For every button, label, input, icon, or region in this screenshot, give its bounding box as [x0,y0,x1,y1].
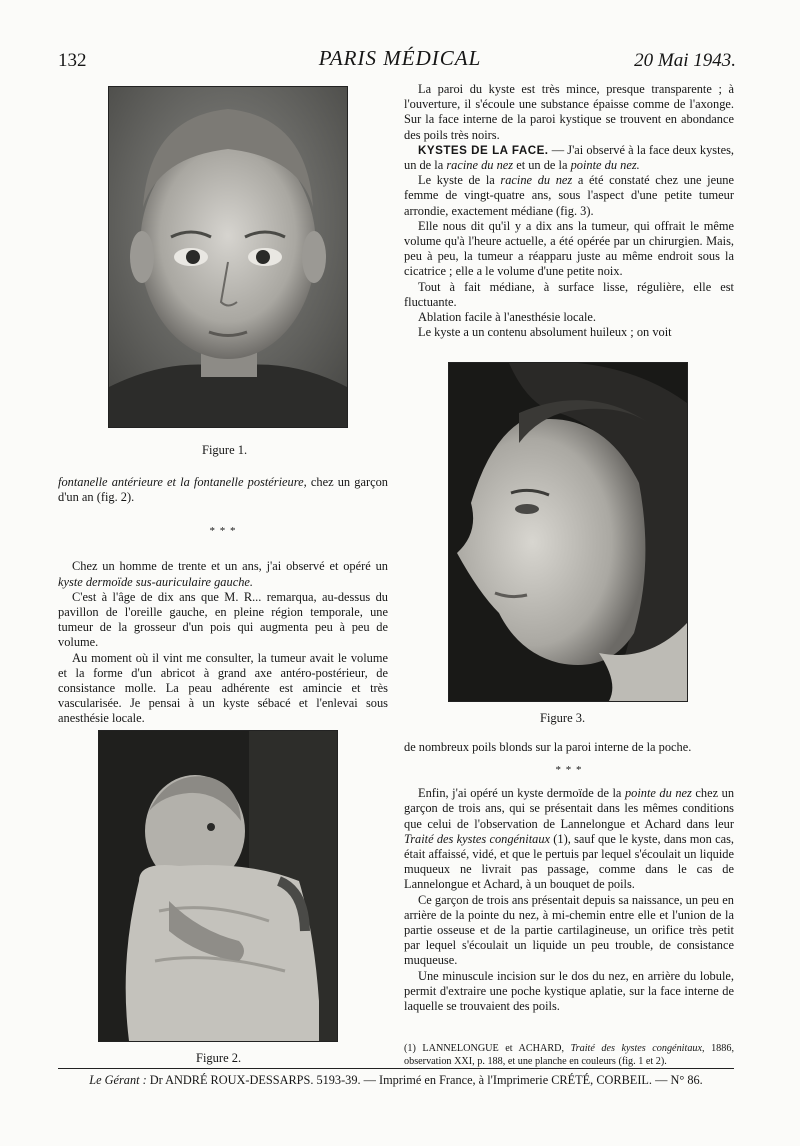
right-paragraph-7: Le kyste a un contenu absolument huileux ; on voit [418,325,672,340]
rb-p1a: Enfin, j'ai opéré un kyste dermoïde de la [418,786,625,801]
section-heading: KYSTES DE LA FACE. [418,143,549,157]
rb-p1-em1: pointe du nez [624,786,692,801]
right-paragraph-1: La paroi du kyste est très mince, presque transparente ; à l'ouverture, il s'écoule une substance épaisse comme de l'axonge. Sur la face interne de la paroi kystique se trouvent en abondance des poils très noirs. [404,82,734,142]
rb-p1b: chez un garçon de trois ans, qui se présentait dans les mêmes conditions que celui de l'observation de Lannelongue et Achard dans leur [404,786,735,831]
right-paragraph-2a: — J'ai observé à la face deux kystes, un de la [404,142,734,173]
right-bottom-paragraph-1 [404,786,734,892]
continuation-text: chez un garçon d'un an (fig. 2). [58,475,388,505]
right-bottom-paragraph-2: Ce garçon de trois ans présentait depuis sa naissance, un peu en arrière de la pointe du nez, à mi-chemin entre elle et l'union de la partie osseuse et de la partie cartilagineuse, un orifice très petit par lequel s'écoulait un liquide un peu trouble, de consistance muqueuse. [404,892,734,968]
footnote-text-b: , 1886, observation XXI, p. 188, et une planche en couleurs (fig. 1 et 2). [404,1043,734,1067]
imprint-footer [58,1073,734,1088]
right-paragraph-2-em2: pointe du nez. [570,158,640,173]
footnote-emphasis: Traité des kystes congénitaux [570,1043,703,1054]
figure-1-photo [108,86,348,428]
section-separator-stars-2: * * * [555,764,583,777]
right-paragraph-2b: et un de la [513,158,571,173]
rb-p1-em2: Traité des kystes congénitaux [404,831,551,846]
section-separator-stars: * * * [209,525,237,538]
right-column-bottom-text [404,740,734,1014]
right-continuation: de nombreux poils blonds sur la paroi interne de la poche. [404,740,692,754]
right-paragraph-3-em: racine du nez [500,173,573,188]
right-bottom-paragraph-3: Une minuscule incision sur le dos du nez, en arrière du lobule, permit d'extraire une poche kystique aplatie, sur la face interne de laquelle se trouvaient des poils. [404,968,734,1014]
right-paragraph-3b: a été constaté chez une jeune femme de vingt-quatre ans, sous l'aspect d'une petite tumeur arrondie, exactement médiane (fig. 3). [404,173,734,218]
paragraph-1 [58,559,388,589]
continuation-paragraph [58,475,388,505]
issue-date: 20 Mai 1943. [634,50,736,71]
paragraph-1-emphasis: kyste dermoïde sus-auriculaire gauche. [58,574,253,589]
footer-text: Dr ANDRÉ ROUX-DESSARPS. 5193-39. — Imprimé en France, à l'Imprimerie CRÉTÉ, CORBEIL. — N° 86. [146,1073,703,1087]
figure-1-caption: Figure 1. [202,443,248,457]
continuation-emphasis: fontanelle antérieure et la fontanelle postérieure, [58,475,307,489]
footnote-text-a: (1) LANNELONGUE et ACHARD, [404,1043,571,1054]
right-paragraph-3a: Le kyste de la [418,173,501,188]
figure-3-photo [448,362,688,702]
right-paragraph-3 [404,173,734,219]
figure-2-photo [98,730,338,1042]
right-paragraph-2-em1: racine du nez [446,158,514,173]
figure-3-caption: Figure 3. [540,711,586,725]
journal-title: PARIS MÉDICAL [318,46,482,70]
page-number: 132 [58,50,87,71]
right-paragraph-5: Tout à fait médiane, à surface lisse, régulière, elle est fluctuante. [404,279,734,309]
right-paragraph-6: Ablation facile à l'anesthésie locale. [418,310,597,325]
paragraph-1-text: Chez un homme de trente et un ans, j'ai observé et opéré un [72,559,388,574]
paragraph-2: C'est à l'âge de dix ans que M. R... remarqua, au-dessus du pavillon de l'oreille gauche, en pleine région temporale, une tumeur de la grosseur d'un pois qui augmenta peu à peu de volume. [58,589,388,650]
footnote [404,1042,734,1068]
right-paragraph-4: Elle nous dit qu'il y a dix ans la tumeur, qui offrait le même volume qu'à l'heure actuelle, a été opérée par un chirurgien. Mais, peu à peu, la tumeur a réapparu juste au même endroit sous la cicatrice ; elle a le volume d'une petite noix. [404,218,734,279]
right-column-top-text [404,82,734,340]
footer-rule [58,1068,734,1069]
footer-gerant-label: Le Gérant : [89,1073,147,1087]
rb-p1c: (1), sauf que le kyste, dans mon cas, était affaissé, vidé, et que le pertuis par lequel s'écoulait un liquide muqueux ne livrait pas passage, comme dans le cas de Lannelongue et Achard, à un bouquet de poils. [404,831,734,892]
figure-2-caption: Figure 2. [196,1051,242,1065]
left-column-text [58,475,388,727]
kystes-face-paragraph [404,143,734,173]
paragraph-3: Au moment où il vint me consulter, la tumeur avait le volume et la forme d'un abricot à grand axe antéro-postérieur, de consistance molle. La peau adhérente est amincie et très vascularisée. Je pensai à un kyste sébacé et l'enlevai sous anesthésie locale. [58,650,388,726]
